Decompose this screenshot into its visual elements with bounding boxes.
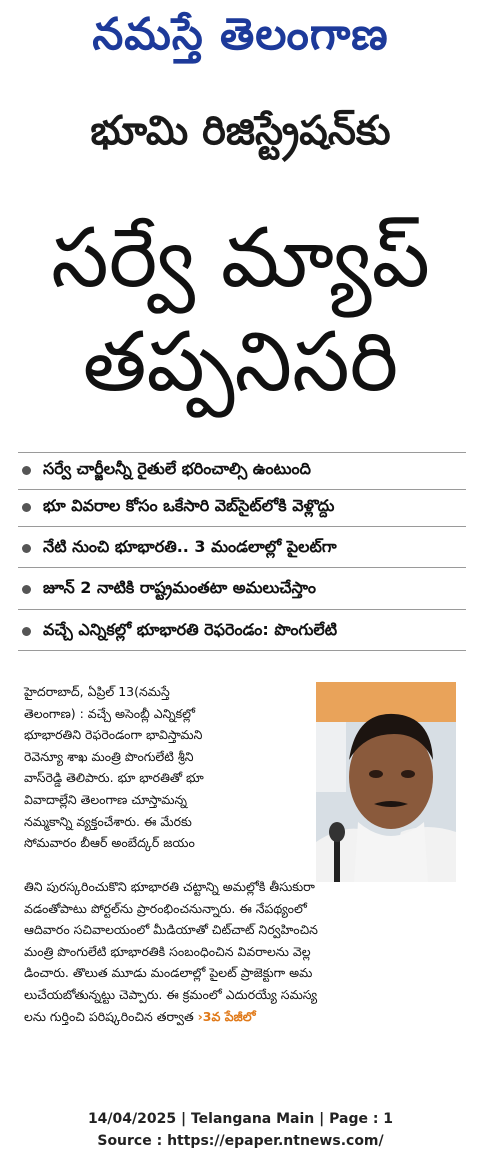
bullet-item xyxy=(22,574,472,604)
body-line: హైదరాబాద్, ఏప్రిల్ 13(నమస్తే xyxy=(24,684,170,699)
bullet-item xyxy=(22,455,472,485)
person-portrait-icon xyxy=(316,682,456,882)
divider xyxy=(18,526,466,527)
bullet-dot-icon xyxy=(22,544,31,553)
body-line: రెవెన్యూ శాఖ మంత్రి పొంగులేటి శ్రీని xyxy=(24,748,194,764)
divider xyxy=(18,489,466,490)
article-body-narrow xyxy=(24,681,312,854)
body-line: లుచేయబోతున్నట్టు చెప్పారు. ఈ క్రమంలో ఎదురయ్యే సమస్య xyxy=(24,986,318,1002)
bullet-text: నేటి నుంచి భూభారతి.. 3 మండలాల్లో పైలట్‌గా xyxy=(43,536,337,556)
body-line: సోమవారం బీఆర్ అంబేద్కర్ జయం xyxy=(24,835,195,851)
footer-edition-info: 14/04/2025 | Telangana Main | Page : 1 xyxy=(87,1111,394,1127)
headline-line-1: సర్వే మ్యాప్ xyxy=(51,211,430,306)
bullet-item xyxy=(22,616,472,646)
bullet-dot-icon xyxy=(22,585,31,594)
body-line: డించారు. తొలుత మూడు మండలాల్లో పైలట్ ప్రాజెక్టుగా అమ xyxy=(24,965,313,981)
masthead-title: నమస్తే తెలంగాణ xyxy=(92,9,389,60)
headline-line-2: తప్పనిసరి xyxy=(82,315,399,410)
bullet-item xyxy=(22,492,472,522)
body-line: నమ్మకాన్ని వ్యక్తంచేశారు. ఈ మేరకు xyxy=(24,813,192,829)
divider xyxy=(18,452,466,453)
masthead xyxy=(0,0,481,80)
body-line: ఆదివారం సచివాలయంలో మీడియాతో చిట్‌చాట్ నిర్వహించిన xyxy=(24,922,318,938)
body-line: తిని పురస్కరించుకొని భూభారతి చట్టాన్ని అమల్లోకి తీసుకురా xyxy=(24,879,315,894)
continued-page-ref: ›3వ పేజీలో xyxy=(197,1008,256,1024)
bullet-dot-icon xyxy=(22,627,31,636)
body-line: భూభారతిని రెఫరెండంగా భావిస్తామని xyxy=(24,727,203,743)
divider xyxy=(18,650,466,651)
bullet-text: భూ వివరాల కోసం ఒకేసారి వెబ్‌సైట్‌లోకి వెళ్లొద్దు xyxy=(43,495,335,515)
footer-source-link[interactable]: Source : https://epaper.ntnews.com/ xyxy=(97,1133,384,1149)
minister-photo xyxy=(316,682,456,882)
bullet-text: సర్వే చార్జీలన్నీ రైతులే భరించాల్సి ఉంటుంది xyxy=(43,458,311,478)
bullet-text: జూన్ 2 నాటికి రాష్ట్రమంతటా అమలుచేస్తాం xyxy=(43,577,316,597)
body-line: వివాదాల్లేని తెలంగాణ చూస్తామన్న xyxy=(24,791,188,807)
body-line: వడంతోపాటు పోర్టల్‌ను ప్రారంభించనున్నారు. ఈ నేపథ్యంలో xyxy=(24,900,307,916)
bullet-item xyxy=(22,533,472,563)
body-line: మంత్రి పొంగులేటి భూభారతికి సంబంధించిన వివరాలను వెల్ల xyxy=(24,943,311,959)
article-kicker: భూమి రిజిస్ట్రేషన్‌కు xyxy=(90,108,391,154)
bullet-dot-icon xyxy=(22,466,31,475)
body-line: లను గుర్తించి పరిష్కరించిన తర్వాత xyxy=(24,1008,194,1024)
body-line: వాస్‌రెడ్డి తెలిపారు. భూ భారతితో భూ xyxy=(24,770,204,786)
bullet-dot-icon xyxy=(22,503,31,512)
body-line: తెలంగాణ) : వచ్చే అసెంబ్లీ ఎన్నికల్లో xyxy=(24,705,196,721)
bullet-text: వచ్చే ఎన్నికల్లో భూభారతి రెఫరెండం: పొంగులేటి xyxy=(43,619,338,639)
article-body-wide xyxy=(24,876,466,1027)
divider xyxy=(18,609,466,610)
divider xyxy=(18,567,466,568)
